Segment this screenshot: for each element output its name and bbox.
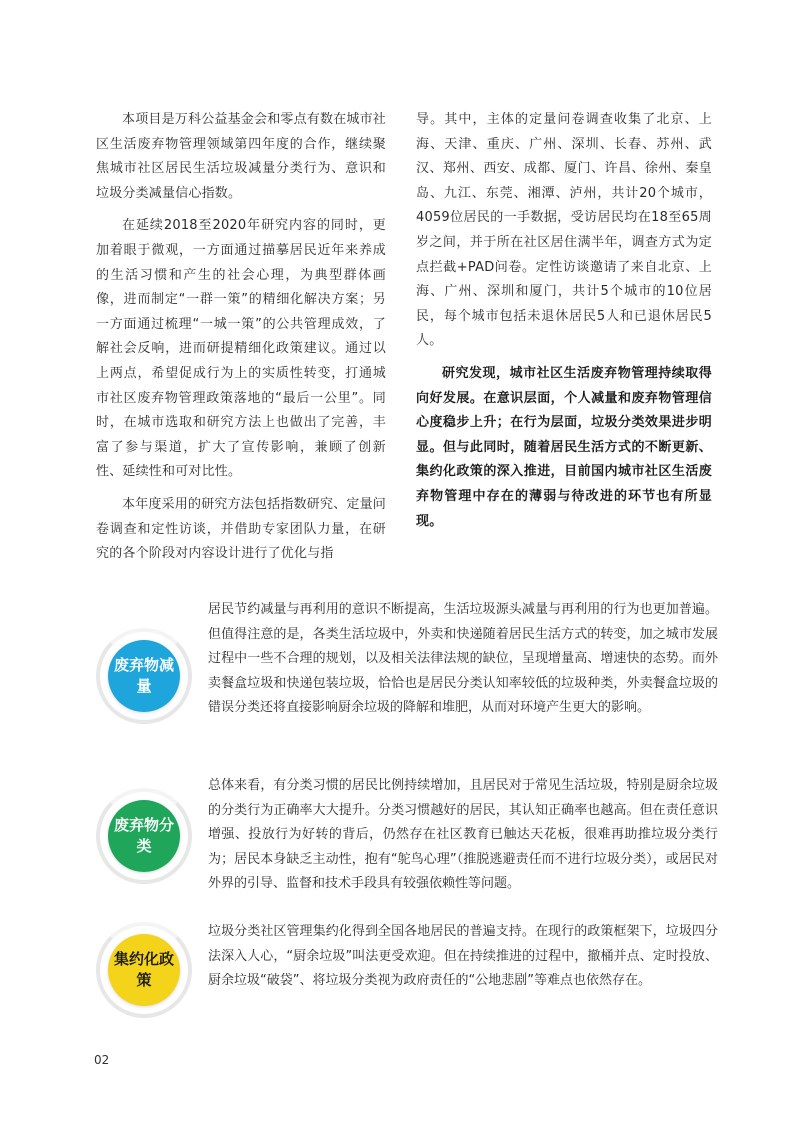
section-paragraph: 总体来看，有分类习惯的居民比例持续增加，且居民对于常见生活垃圾，特别是厨余垃圾的分类行为正确率大大提升。分类习惯越好的居民，其认知正确率也越高。但在责任意识增强、投放行为好转的背后，仍然存在社区教育已触达天花板，很难再助推垃圾分类行为；居民本身缺乏主动性，抱有“鸵鸟心理”（推脱逃避责任而不进行垃圾分类），或居民对外界的引导、监督和技术手段具有较强依赖性等问题。 (208, 778, 718, 892)
section-text (208, 920, 718, 994)
section-paragraph: 垃圾分类社区管理集约化得到全国各地居民的普遍支持。在现行的政策框架下，垃圾四分法深入人心，“厨余垃圾”叫法更受欢迎。但在持续推进的过程中，撤桶并点、定时投放、厨余垃圾“破袋”、将垃圾分类视为政府责任的“公地悲剧”等难点也依然存在。 (208, 924, 718, 989)
badge-label: 废弃物分类 (114, 816, 175, 855)
badge-label: 集约化政策 (114, 950, 175, 989)
intro-paragraph: 本项目是万科公益基金会和零点有数在城市社区生活废弃物管理领域第四年度的合作，继续聚焦城市社区居民生活垃圾减量分类行为、意识和垃圾分类减量信心指数。 (96, 112, 387, 201)
intensive-policy-badge-icon (108, 934, 180, 1006)
method-paragraph: 本年度采用的研究方法包括指数研究、定量问卷调查和定性访谈，并借助专家团队力量，在研究的各个阶段对内容设计进行了优化与指 (96, 496, 387, 562)
waste-sorting-badge-icon (108, 800, 180, 872)
right-text-column (416, 108, 712, 542)
section-paragraph: 居民节约减量与再利用的意识不断提高，生活垃圾源头减量与再利用的行为也更加普遍。但值得注意的是，各类生活垃圾中，外卖和快递随着居民生活方式的转变，加之城市发展过程中一些不合理的规划，以及相关法律法规的缺位，呈现增量高、增速快的态势。而外卖餐盒垃圾和快递包装垃圾，恰恰也是居民分类认知率较低的垃圾种类，外卖餐盒垃圾的错误分类还将直接影响厨余垃圾的降解和堆肥，从而对环境产生更大的影响。 (208, 602, 718, 716)
findings-paragraph: 研究发现，城市社区生活废弃物管理持续取得向好发展。在意识层面，个人减量和废弃物管理信心度稳步上升；在行为层面，垃圾分类效果进步明显。但与此同时，随着居民生活方式的不断更新、集约化政策的深入推进，目前国内城市社区生活废弃物管理中存在的薄弱与待改进的环节也有所显现。 (416, 365, 712, 529)
scope-paragraph: 在延续2018至2020年研究内容的同时，更加着眼于微观，一方面通过描摹居民近年来养成的生活习惯和产生的社会心理，为典型群体画像，进而制定“一群一策”的精细化解决方案；另一方面通过梳理“一城一策”的公共管理成效，了解社会反响，进而研提精细化政策建议。通过以上两点，希望促成行为上的实质性转变，打通城市社区废弃物管理政策落地的“最后一公里”。同时，在城市选取和研究方法上也做出了完善，丰富了参与渠道，扩大了宣传影响，兼顾了创新性、延续性和可对比性。 (96, 218, 386, 480)
page-number: 02 (94, 1053, 110, 1067)
method-continuation-paragraph: 导。其中，主体的定量问卷调查收集了北京、上海、天津、重庆、广州、深圳、长春、苏州、武汉、郑州、西安、成都、厦门、许昌、徐州、秦皇岛、九江、东莞、湘潭、泸州，共计20个城市，4059位居民的一手数据，受访居民均在18至65周岁之间，并于所在社区居住满半年，调查方式为定点拦截+PAD问卷。定性访谈邀请了来自北京、上海、广州、深圳和厦门，共计5个城市的10位居民，每个城市包括未退休居民5人和已退休居民5人。 (416, 112, 712, 349)
waste-reduction-badge-icon (108, 640, 180, 712)
badge-label: 废弃物减量 (114, 656, 175, 695)
section-text (208, 774, 718, 897)
left-text-column (96, 108, 386, 575)
section-text (208, 598, 718, 721)
